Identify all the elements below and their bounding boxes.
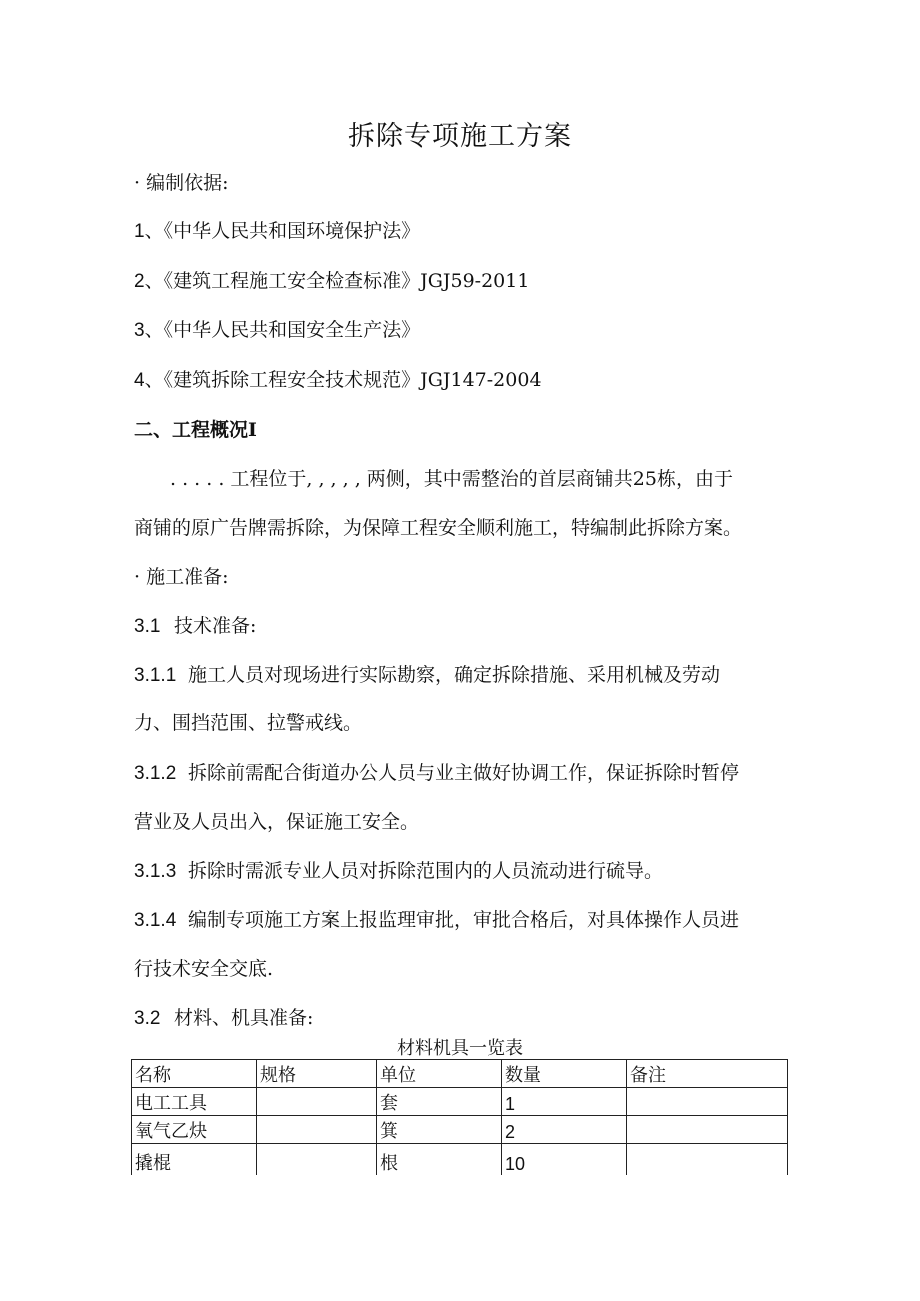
- table-header-cell: 规格: [257, 1060, 377, 1088]
- page-title: 拆除专项施工方案: [348, 121, 572, 152]
- tech-item-text: 拆除时需派专业人员对拆除范围内的人员流动进行硫导。: [188, 860, 664, 882]
- subsection-number: 3.2: [134, 1008, 161, 1029]
- table-cell: 2: [502, 1116, 627, 1144]
- basis-item-2: [134, 269, 529, 294]
- table-cell: 1: [502, 1088, 627, 1116]
- table-header-cell: 备注: [627, 1060, 788, 1088]
- table-cell: 箕: [377, 1116, 502, 1144]
- table-cell: [627, 1116, 788, 1144]
- table-cell: 电工工具: [132, 1088, 257, 1116]
- table-cell: [257, 1088, 377, 1116]
- table-cell: [257, 1144, 377, 1176]
- table-cell: 氧气乙炔: [132, 1116, 257, 1144]
- basis-item-3: [134, 318, 420, 343]
- basis-item-4: [134, 368, 542, 393]
- section-heading-preparation: · 施工准备:: [134, 566, 229, 588]
- tech-item-number: 3.1.1: [134, 665, 177, 686]
- subsection-technical: [134, 614, 256, 639]
- basis-item-text: 《中华人民共和国环境保护法》: [163, 220, 421, 242]
- section-heading-basis: · 编制依据:: [134, 172, 229, 194]
- table-header-cell: 单位: [377, 1060, 502, 1088]
- subsection-number: 3.1: [134, 616, 161, 637]
- subsection-title: 材料、机具准备:: [174, 1007, 314, 1029]
- tech-item-3-1-2: [134, 761, 739, 786]
- subsection-title: 技术准备:: [174, 615, 257, 637]
- tech-item-text: 编制专项施工方案上报监理审批，审批合格后，对具体操作人员进: [188, 909, 740, 931]
- tech-item-text: 拆除前需配合街道办公人员与业主做好协调工作，保证拆除时暂停: [188, 762, 740, 784]
- materials-table: [131, 1059, 788, 1175]
- tech-item-3-1-1: [134, 663, 720, 688]
- table-cell: [627, 1144, 788, 1176]
- table-cell: [627, 1088, 788, 1116]
- section-heading-overview: 二、工程概况I: [134, 419, 257, 441]
- tech-item-number: 3.1.3: [134, 861, 177, 882]
- tech-item-3-1-3: [134, 859, 663, 884]
- tech-item-3-1-4-continuation: 行技术安全交底.: [134, 958, 274, 980]
- tech-item-text: 施工人员对现场进行实际勘察，确定拆除措施、采用机械及劳动: [188, 664, 721, 686]
- tech-item-3-1-4: [134, 908, 739, 933]
- table-cell: 撬棍: [132, 1144, 257, 1176]
- basis-item-number: 2、: [134, 271, 164, 292]
- tech-item-3-1-2-continuation: 营业及人员出入，保证施工安全。: [134, 811, 420, 833]
- table-cell: [257, 1116, 377, 1144]
- basis-item-text: 《建筑拆除工程安全技术规范》JGJ147-2004: [163, 369, 542, 391]
- tech-item-number: 3.1.2: [134, 763, 177, 784]
- table-cell: 根: [377, 1144, 502, 1176]
- overview-paragraph-line-2: 商铺的原广告牌需拆除，为保障工程安全顺利施工，特编制此拆除方案。: [134, 517, 743, 539]
- table-header-cell: 数量: [502, 1060, 627, 1088]
- basis-item-text: 《建筑工程施工安全检查标准》JGJ59-2011: [163, 270, 530, 292]
- table-row: [132, 1116, 788, 1144]
- table-cell: 10: [502, 1144, 627, 1176]
- table-header-row: [132, 1060, 788, 1088]
- tech-item-3-1-1-continuation: 力、围挡范围、拉警戒线。: [134, 712, 363, 734]
- subsection-materials: [134, 1006, 313, 1031]
- table-row: [132, 1144, 788, 1176]
- basis-item-text: 《中华人民共和国安全生产法》: [163, 319, 421, 341]
- basis-item-number: 1、: [134, 221, 164, 242]
- table-caption: 材料机具一览表: [397, 1038, 523, 1059]
- table-row: [132, 1088, 788, 1116]
- table-cell: 套: [377, 1088, 502, 1116]
- basis-item-1: [134, 219, 420, 244]
- basis-item-number: 3、: [134, 320, 164, 341]
- tech-item-number: 3.1.4: [134, 910, 177, 931]
- basis-item-number: 4、: [134, 370, 164, 391]
- table-header-cell: 名称: [132, 1060, 257, 1088]
- overview-paragraph-line-1: . . . . . 工程位于, , , , , 两侧，其中需整治的首层商铺共25栋，由于: [170, 468, 733, 490]
